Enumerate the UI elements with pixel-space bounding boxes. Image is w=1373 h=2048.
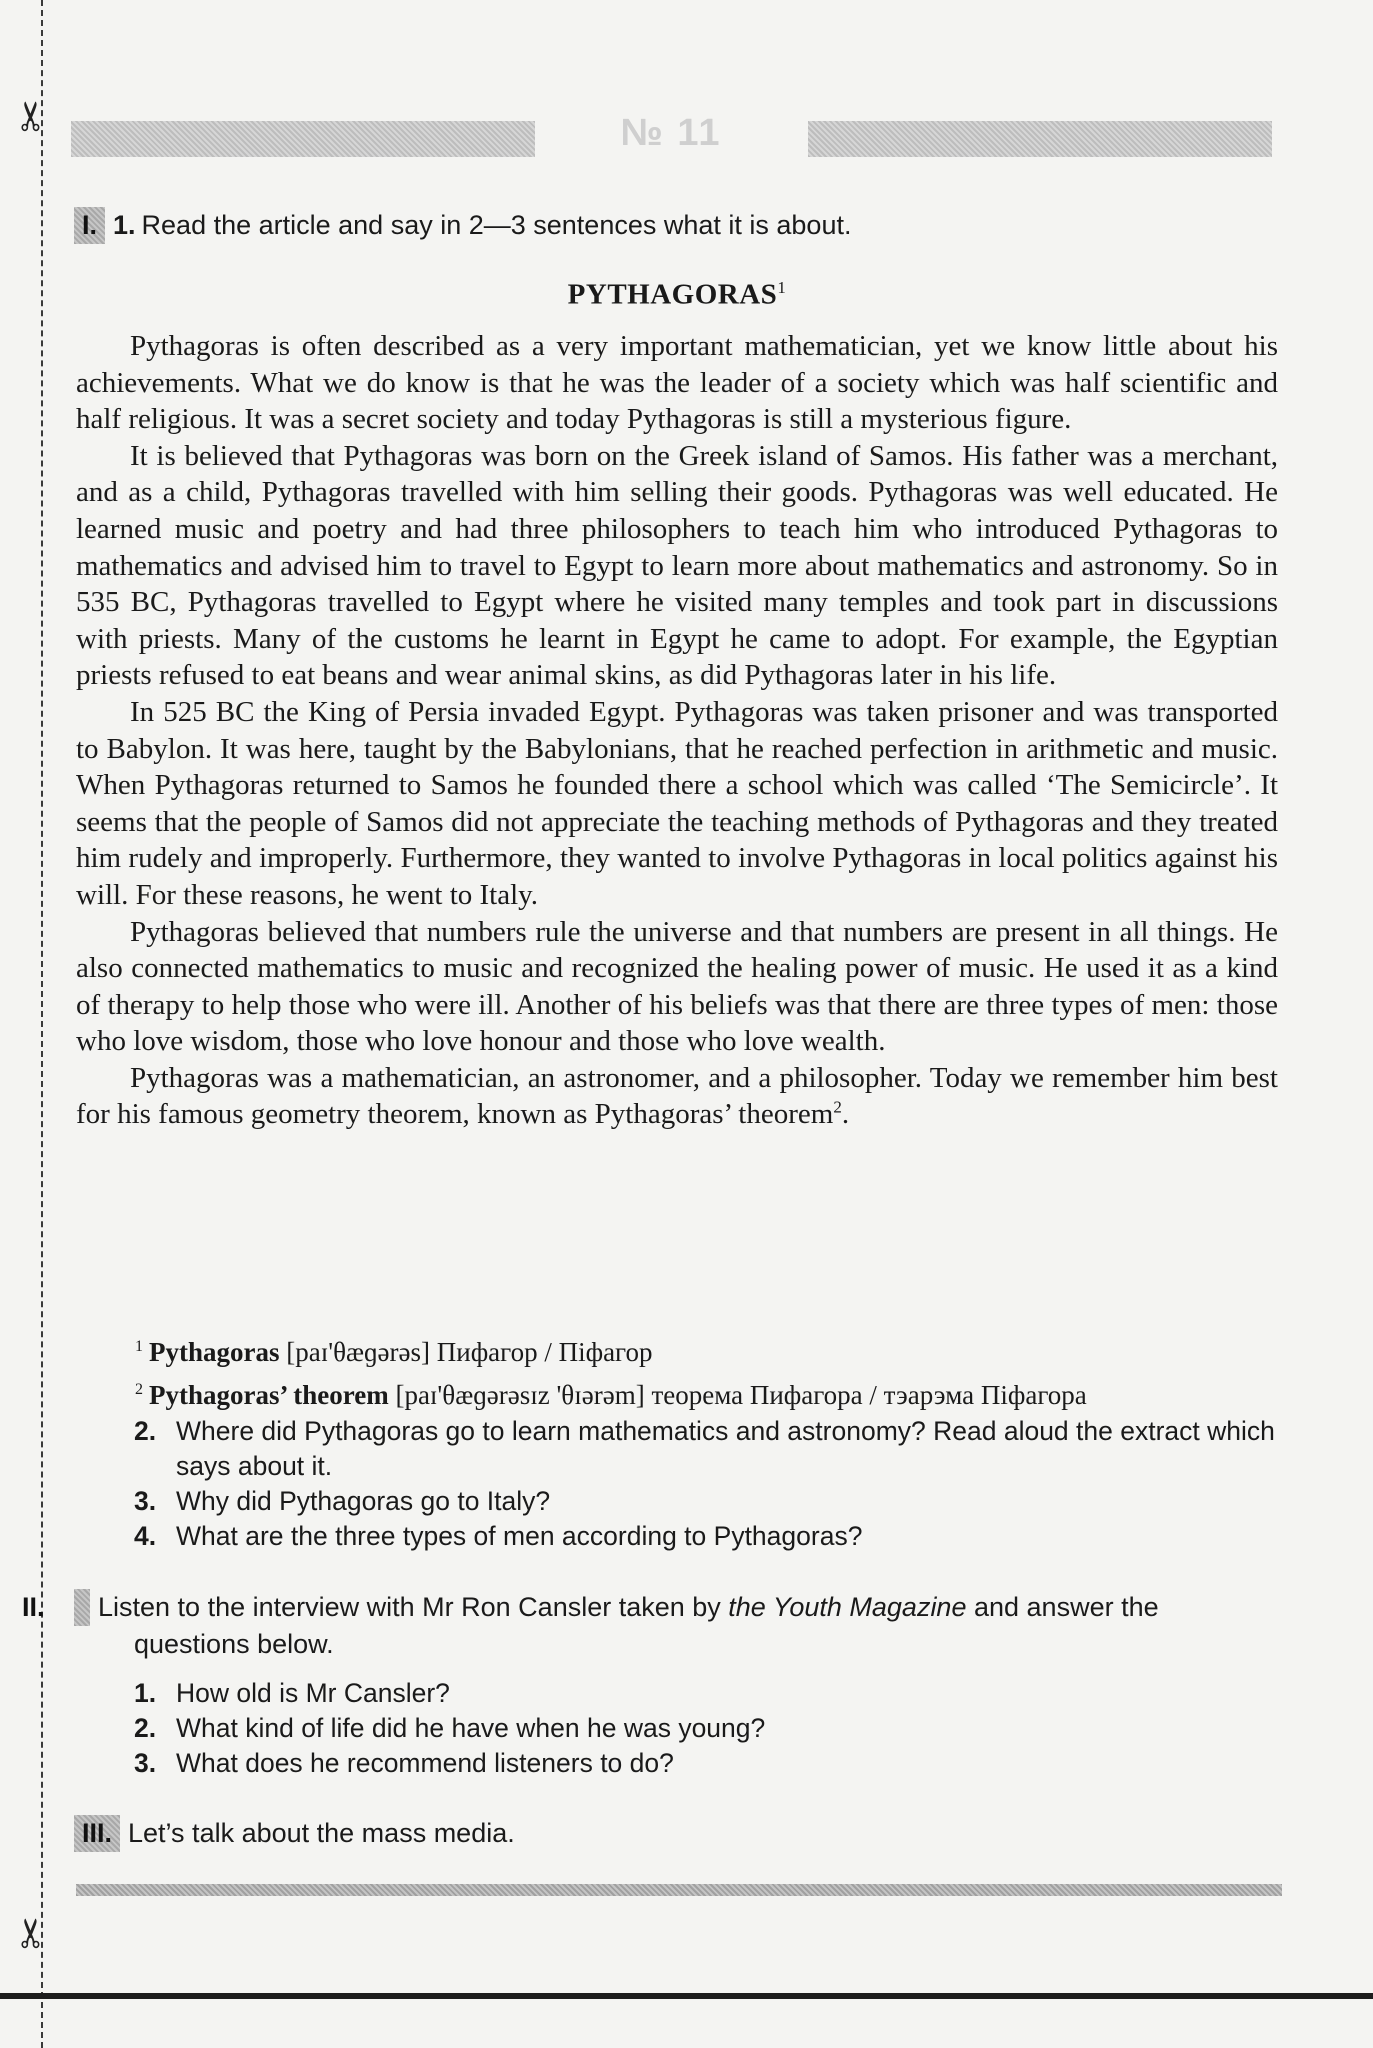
question-text: What are the three types of men according to Pythagoras? <box>176 1521 863 1551</box>
magazine-title: the Youth Magazine <box>728 1592 967 1622</box>
instruction-text: and answer the questions below. <box>134 1592 1159 1659</box>
article-body <box>76 328 1278 1133</box>
list-item <box>134 1711 1284 1746</box>
cut-line <box>41 0 43 2048</box>
question-number: 3. <box>134 1486 157 1516</box>
footnote-term: Pythagoras <box>149 1337 280 1367</box>
bottom-rule <box>76 1884 1282 1896</box>
list-item <box>134 1519 1284 1554</box>
question-number: 3. <box>134 1748 157 1778</box>
task-1-questions <box>134 1414 1284 1554</box>
question-text: What does he recommend listeners to do? <box>176 1748 674 1778</box>
article-paragraph: Pythagoras believed that numbers rule the universe and that numbers are present in all things. He also connected mathematics to music and recognized the healing power of music. He used it as a kind of therapy to help those who were ill. Another of his beliefs was that there are three types of men: those who love wisdom, those who love honour and those who love wealth. <box>76 915 1278 1058</box>
article-title <box>72 278 1282 312</box>
footnote-text: [paɪ'θæɡərəsɪz 'θɪərəm] теорема Пифагора / тэарэма Піфагора <box>388 1380 1087 1410</box>
list-item <box>134 1414 1284 1484</box>
article-paragraph-text: Pythagoras was a mathematician, an astronomer, and a philosopher. Today we remember him best for his famous geometry theorem, known as Pythagoras’ theorem <box>76 1061 1278 1131</box>
question-number: 1. <box>113 210 136 240</box>
list-item <box>134 1676 1284 1711</box>
task-marker: III. <box>74 1815 120 1852</box>
article-paragraph: In 525 BC the King of Persia invaded Egypt. Pythagoras was taken prisoner and was transported to Babylon. It was here, taught by the Babylonians, that he reached perfection in arithmetic and music. When Pythagoras returned to Samos he founded there a school which was called ‘The Semicircle’. It seems that the people of Samos did not appreciate the teaching methods of Pythagoras and they treated him rudely and improperly. Furthermore, they wanted to involve Pythagoras in local politics against his will. For these reasons, he went to Italy. <box>76 695 1278 911</box>
question-text: Where did Pythagoras go to learn mathematics and astronomy? Read aloud the extract which says about it. <box>176 1416 1275 1481</box>
footnote <box>135 1371 1285 1414</box>
question-number: 4. <box>134 1521 157 1551</box>
question-text: How old is Mr Cansler? <box>176 1678 450 1708</box>
list-item <box>134 1484 1284 1519</box>
page-edge <box>0 1993 1373 1999</box>
article-paragraph <box>76 1060 1278 1133</box>
page-number: № 11 <box>620 112 722 154</box>
footnote-number: 2 <box>135 1381 143 1398</box>
footnote <box>135 1328 1285 1371</box>
task-3 <box>74 1815 1274 1852</box>
task-1-intro <box>74 207 1274 244</box>
footnote-term: Pythagoras’ theorem <box>149 1380 389 1410</box>
header-bar-right <box>808 121 1272 157</box>
footnote-number: 1 <box>135 1338 143 1355</box>
question-text: What kind of life did he have when he was young? <box>176 1713 766 1743</box>
scissors-icon: ✂ <box>9 99 55 133</box>
task-marker: I. <box>74 207 105 244</box>
period: . <box>841 1098 850 1131</box>
footnote-text: [paɪ'θæɡərəs] Пифагор / Піфагор <box>279 1337 653 1367</box>
scissors-icon: ✂ <box>9 1916 55 1950</box>
question-text: Why did Pythagoras go to Italy? <box>176 1486 551 1516</box>
task-2 <box>22 1589 1274 1663</box>
task-2-questions <box>134 1676 1284 1781</box>
task-instruction: Read the article and say in 2—3 sentences what it is about. <box>141 210 852 240</box>
question-number: 2. <box>134 1416 157 1446</box>
article-paragraph: It is believed that Pythagoras was born on the Greek island of Samos. His father was a merchant, and as a child, Pythagoras travelled with him selling their goods. Pythagoras was well educated. He learned music and poetry and had three philosophers to teach him who introduced Pythagoras to mathematics and advised him to travel to Egypt to learn more about mathematics and astronomy. So in 535 BC, Pythagoras travelled to Egypt where he visited many temples and took part in discussions with priests. Many of the customs he learnt in Egypt he came to adopt. For example, the Egyptian priests refused to eat beans and wear animal skins, as did Pythagoras later in his life. <box>76 439 1278 692</box>
article-paragraph: Pythagoras is often described as a very important mathematician, yet we know little about his achievements. What we do know is that he was the leader of a society which was half scientific and half religious. It was a secret society and today Pythagoras is still a mysterious figure. <box>76 330 1278 436</box>
footnote-ref: 1 <box>777 278 787 297</box>
task-2-instruction <box>22 1589 1274 1663</box>
article-title-text: PYTHAGORAS <box>567 278 778 311</box>
list-item <box>134 1746 1284 1781</box>
header-bar-left <box>71 121 535 157</box>
task-marker: II. <box>74 1589 90 1626</box>
question-number: 1. <box>134 1678 157 1708</box>
task-instruction: Let’s talk about the mass media. <box>128 1818 515 1848</box>
footnote-ref: 2 <box>833 1097 842 1117</box>
footnotes <box>135 1328 1285 1414</box>
question-number: 2. <box>134 1713 157 1743</box>
instruction-text: Listen to the interview with Mr Ron Cansler taken by <box>98 1592 729 1622</box>
